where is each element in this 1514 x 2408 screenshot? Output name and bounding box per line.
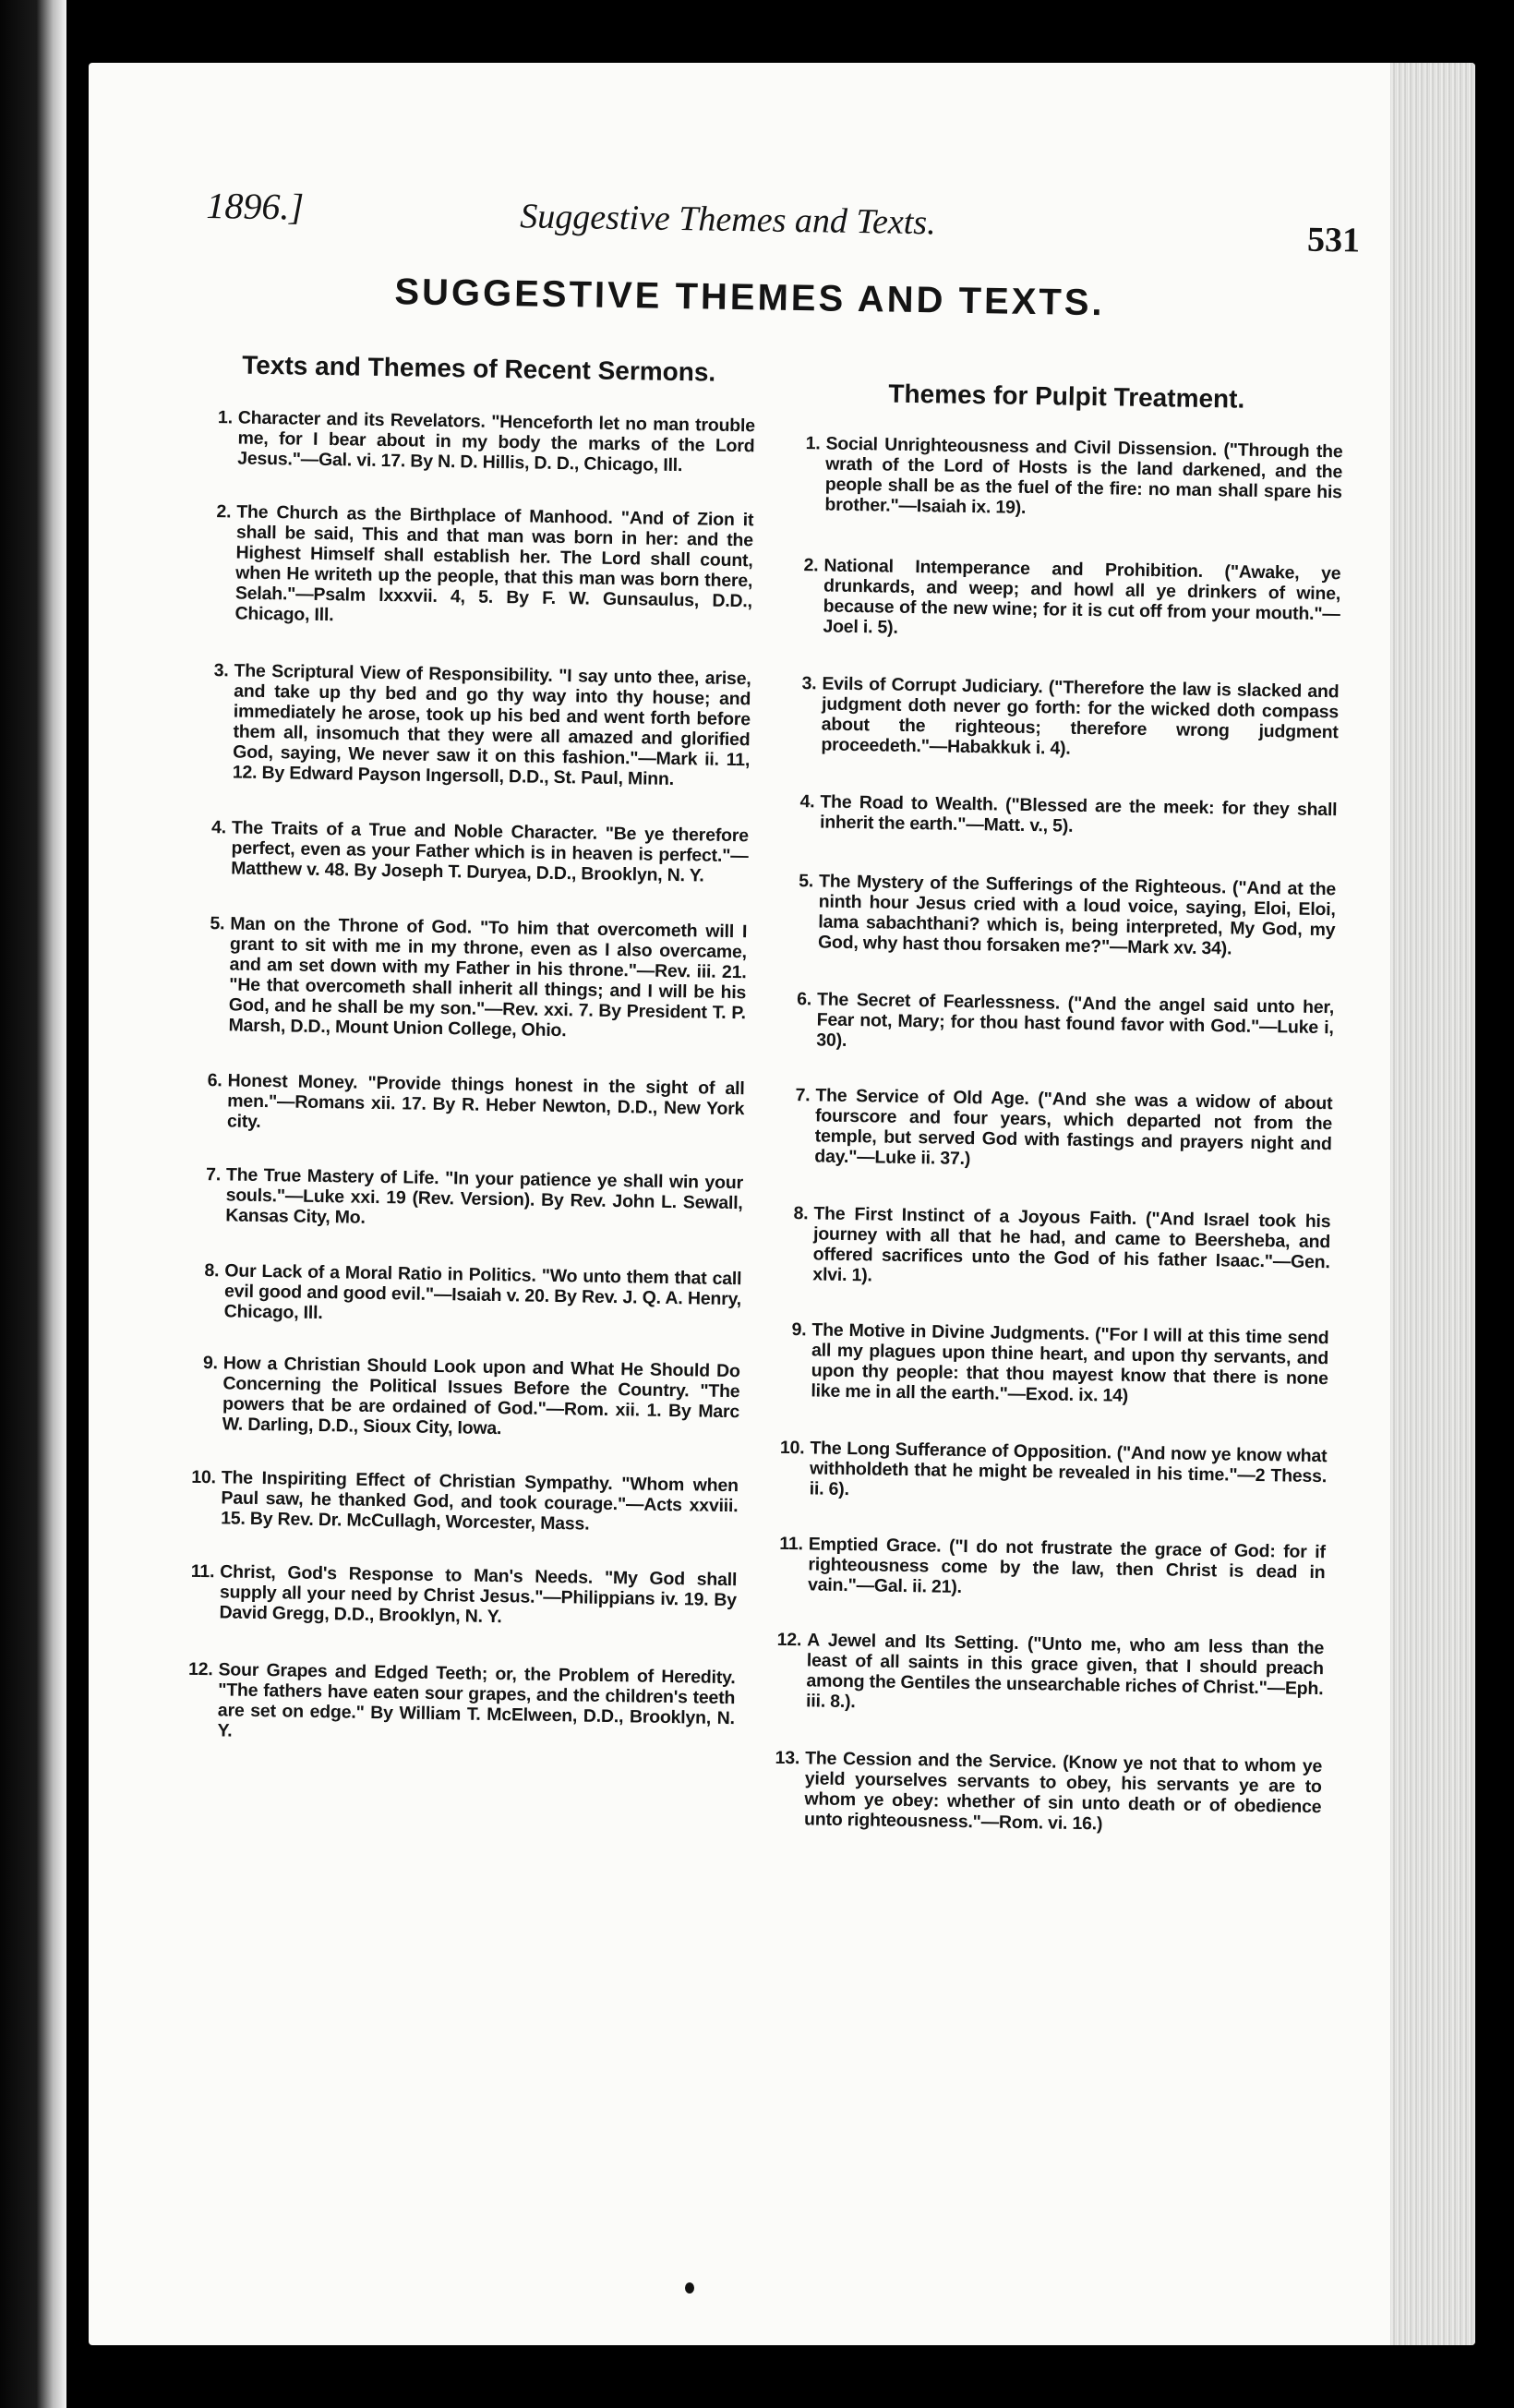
list-item bbox=[180, 1659, 735, 1749]
item-text: The True Mastery of Life. "In your patience ye shall win your souls."—Luke xxi. 19 (Rev. Version). By Rev. John L. Sewall, Kansas City, Mo. bbox=[225, 1164, 744, 1228]
item-number: 4. bbox=[210, 817, 227, 838]
list-item bbox=[775, 1203, 1330, 1293]
right-column-heading: Themes for Pulpit Treatment. bbox=[888, 379, 1245, 414]
item-number: 1. bbox=[805, 433, 821, 454]
item-text: Our Lack of a Moral Ratio in Politics. "Wo unto them that call evil good and good evil."—Isaiah v. 20. By Rev. J. Q. A. Henry, Chicago, Ill. bbox=[223, 1260, 742, 1324]
running-head-year: 1896.] bbox=[206, 184, 305, 228]
item-text: The Cession and the Service. (Know ye not that to whom ye yield yourselves servants to obey, his servants ye are to whom ye obey: whether of sin unto death or of obedience unto righteousness."—Rom. vi. 16.) bbox=[803, 1748, 1323, 1835]
list-item bbox=[773, 1438, 1328, 1507]
item-number: 2. bbox=[803, 555, 819, 576]
item-text: The Long Sufferance of Opposition. ("And now ye know what withholdeth that he might be revealed in his time."—2 Thess. ii. 6). bbox=[809, 1438, 1328, 1500]
item-number: 10. bbox=[191, 1466, 217, 1488]
right-item-list bbox=[767, 433, 1343, 1837]
item-number: 6. bbox=[207, 1070, 222, 1091]
item-text: Christ, God's Response to Man's Needs. "My God shall supply all your need by Christ Jesus."—Philippians iv. 19. By David Gregg, D.D., Brooklyn, N. Y. bbox=[219, 1561, 738, 1628]
item-number: 3. bbox=[801, 673, 817, 694]
right-column bbox=[767, 378, 1344, 1837]
book-page bbox=[89, 63, 1475, 2345]
list-item bbox=[184, 1467, 739, 1536]
item-number: 11. bbox=[190, 1560, 215, 1583]
item-number: 3. bbox=[213, 660, 229, 681]
list-item bbox=[784, 673, 1339, 763]
page-content bbox=[89, 63, 1390, 2345]
item-number: 2. bbox=[216, 501, 232, 523]
item-number: 9. bbox=[791, 1319, 807, 1341]
item-number: 6. bbox=[797, 989, 812, 1010]
running-head-title: Suggestive Themes and Texts. bbox=[520, 197, 936, 243]
list-item bbox=[777, 1085, 1332, 1174]
left-column bbox=[180, 350, 756, 1749]
list-item bbox=[771, 1534, 1326, 1603]
item-text: A Jewel and Its Setting. ("Unto me, who am less than the least of all saints in this grace given, that I should preach among the Gentiles the unsearchable riches of Christ."—Eph. iii. 8.). bbox=[805, 1630, 1325, 1713]
list-item bbox=[781, 871, 1336, 960]
item-text: The Inspiriting Effect of Christian Sympathy. "Whom when Paul saw, he thanked God, and took courage."—Acts xxviii. 15. By Rev. Dr. McCullagh, Worcester, Mass. bbox=[220, 1467, 739, 1535]
ink-mark bbox=[685, 2282, 694, 2294]
item-text: The Service of Old Age. ("And she was a widow of about fourscore and four years, which departed not from the temple, but served God with fastings and prayers night and day."—Luke ii. 37.) bbox=[814, 1085, 1333, 1170]
item-number: 5. bbox=[210, 913, 225, 934]
item-number: 12. bbox=[187, 1658, 213, 1680]
item-number: 11. bbox=[779, 1533, 803, 1555]
left-item-list bbox=[180, 407, 755, 1749]
list-item bbox=[190, 1070, 745, 1139]
item-text: The Motive in Divine Judgments. ("For I will at this time send all my plagues upon thine heart, and upon thy servants, and upon thy people: that thou mayest know that there is none like me in all the earth."—Exod. ix. 14) bbox=[811, 1319, 1329, 1406]
list-item bbox=[188, 1164, 743, 1234]
item-number: 4. bbox=[799, 791, 815, 813]
item-number: 12. bbox=[776, 1629, 802, 1651]
item-number: 10. bbox=[779, 1437, 805, 1459]
page-title: SUGGESTIVE THEMES AND TEXTS. bbox=[394, 271, 1105, 324]
list-item bbox=[779, 989, 1334, 1058]
page-number: 531 bbox=[1306, 220, 1361, 260]
item-text: The Road to Wealth. ("Blessed are the meek: for they shall inherit the earth."—Matt. v., 5). bbox=[819, 791, 1338, 837]
item-text: The Mystery of the Sufferings of the Righteous. ("And at the ninth hour Jesus cried with a loud voice, saying, Eloi, Eloi, lama sabachthani? which is, being interpreted, My God, my God, why hast thou forsaken me?"—Mark xv. 34). bbox=[817, 871, 1337, 959]
item-text: The Scriptural View of Responsibility. "I say unto thee, arise, and take up thy bed and go thy way into thy house; and immediately he arose, took up his bed and went forth before them all, insomuch that they were all amazed and glorified God, saying, We never saw it on this fashion."—Mark ii. 11, 12. By Edward Payson Ingersoll, D.D., St. Paul, Minn. bbox=[232, 660, 751, 789]
item-number: 8. bbox=[793, 1203, 809, 1224]
page-stack-edge bbox=[1390, 63, 1475, 2345]
item-number: 1. bbox=[217, 407, 234, 428]
list-item bbox=[198, 501, 753, 632]
item-text: Honest Money. "Provide things honest in the sight of all men."—Romans xii. 17. By R. Heber Newton, D.D., New York city. bbox=[226, 1070, 745, 1132]
item-number: 7. bbox=[205, 1164, 222, 1186]
item-number: 8. bbox=[204, 1260, 220, 1282]
item-text: Evils of Corrupt Judiciary. ("Therefore the law is slacked and judgment doth never go forth: for the wicked doth compass about the righteous; therefore wrong judgment proceedeth."—Habakkuk i. 4). bbox=[821, 673, 1340, 759]
left-column-heading: Texts and Themes of Recent Sermons. bbox=[242, 350, 716, 387]
item-text: The Secret of Fearlessness. ("And the angel said unto her, Fear not, Mary; for thou hast found favor with God."—Luke i, 30). bbox=[816, 989, 1335, 1051]
list-item bbox=[774, 1319, 1328, 1409]
list-item bbox=[186, 1353, 740, 1442]
item-number: 13. bbox=[775, 1747, 800, 1769]
item-text: National Intemperance and Prohibition. ("Awake, ye drunkards, and weep; and howl all ye drinkers of wine, because of the new wine; for it is cut off from your mouth."—Joel i. 5). bbox=[823, 555, 1341, 638]
item-text: The Church as the Birthplace of Manhood. "And of Zion it shall be said, This and that man was born in her: and the Highest Himself shall establish her. The Lord shall count, when He writeth up the people, that this man was born there, Selah."—Psalm lxxxvii. 4, 5. By F. W. Gunsaulus, D.D., Chicago, Ill. bbox=[234, 501, 754, 626]
list-item bbox=[187, 1260, 742, 1330]
item-text: Emptied Grace. ("I do not frustrate the grace of God: for if righteousness come by the law, then Christ is dead in vain."—Gal. ii. 21). bbox=[807, 1534, 1326, 1597]
adjacent-page-edge bbox=[0, 0, 66, 2408]
list-item bbox=[783, 791, 1338, 840]
running-head bbox=[206, 184, 1361, 267]
item-text: The First Instinct of a Joyous Faith. ("And Israel took his journey with all that he had, and came to Beersheba, and offered sacrifices unto the God of his father Isaac."—Gen. xlvi. 1). bbox=[812, 1203, 1331, 1286]
item-number: 7. bbox=[795, 1085, 811, 1106]
item-text: The Traits of a True and Noble Character. "Be ye therefore perfect, even as your Father which is in heaven is perfect."—Matthew v. 48. By Joseph T. Duryea, D.D., Brooklyn, N. Y. bbox=[231, 817, 750, 886]
item-number: 9. bbox=[202, 1353, 218, 1374]
item-text: Man on the Throne of God. "To him that overcometh will I grant to sit with me in my throne, even as I also overcame, and am set down with my Father in his throne."—Rev. iii. 21. "He that overcometh shall inherit all things; and I will be his God, and he shall be my son."—Rev. xxi. 7. By President T. P. Marsh, D.D., Mount Union College, Ohio. bbox=[228, 913, 748, 1041]
list-item bbox=[191, 913, 747, 1043]
item-number: 5. bbox=[799, 871, 814, 892]
list-item bbox=[787, 433, 1342, 523]
list-item bbox=[194, 817, 749, 886]
list-item bbox=[769, 1630, 1324, 1719]
list-item bbox=[182, 1561, 737, 1631]
item-text: Sour Grapes and Edged Teeth; or, the Problem of Heredity. "The fathers have eaten sour grapes, and the children's teeth are set on edge." By William T. McElween, D.D., Brooklyn, N. Y. bbox=[217, 1659, 736, 1741]
list-item bbox=[196, 660, 751, 790]
item-text: Character and its Revelators. "Henceforth let no man trouble me, for I bear about in my body the marks of the Lord Jesus."—Gal. vi. 17. By N. D. Hillis, D. D., Chicago, Ill. bbox=[237, 407, 755, 476]
list-item bbox=[767, 1748, 1322, 1837]
list-item bbox=[200, 407, 755, 476]
item-text: How a Christian Should Look upon and What He Should Do Concerning the Political Issues Before the Country. "The powers that be are ordained of God."—Rom. xii. 1. By Marc W. Darling, D.D., Sioux City, Iowa. bbox=[222, 1353, 740, 1439]
list-item bbox=[786, 555, 1340, 644]
item-text: Social Unrighteousness and Civil Dissension. ("Through the wrath of the Lord of Hosts is the land darkened, and the people shall be as the fuel of the fire: no man shall spare his brother."—Isaiah ix. 19). bbox=[824, 433, 1343, 518]
